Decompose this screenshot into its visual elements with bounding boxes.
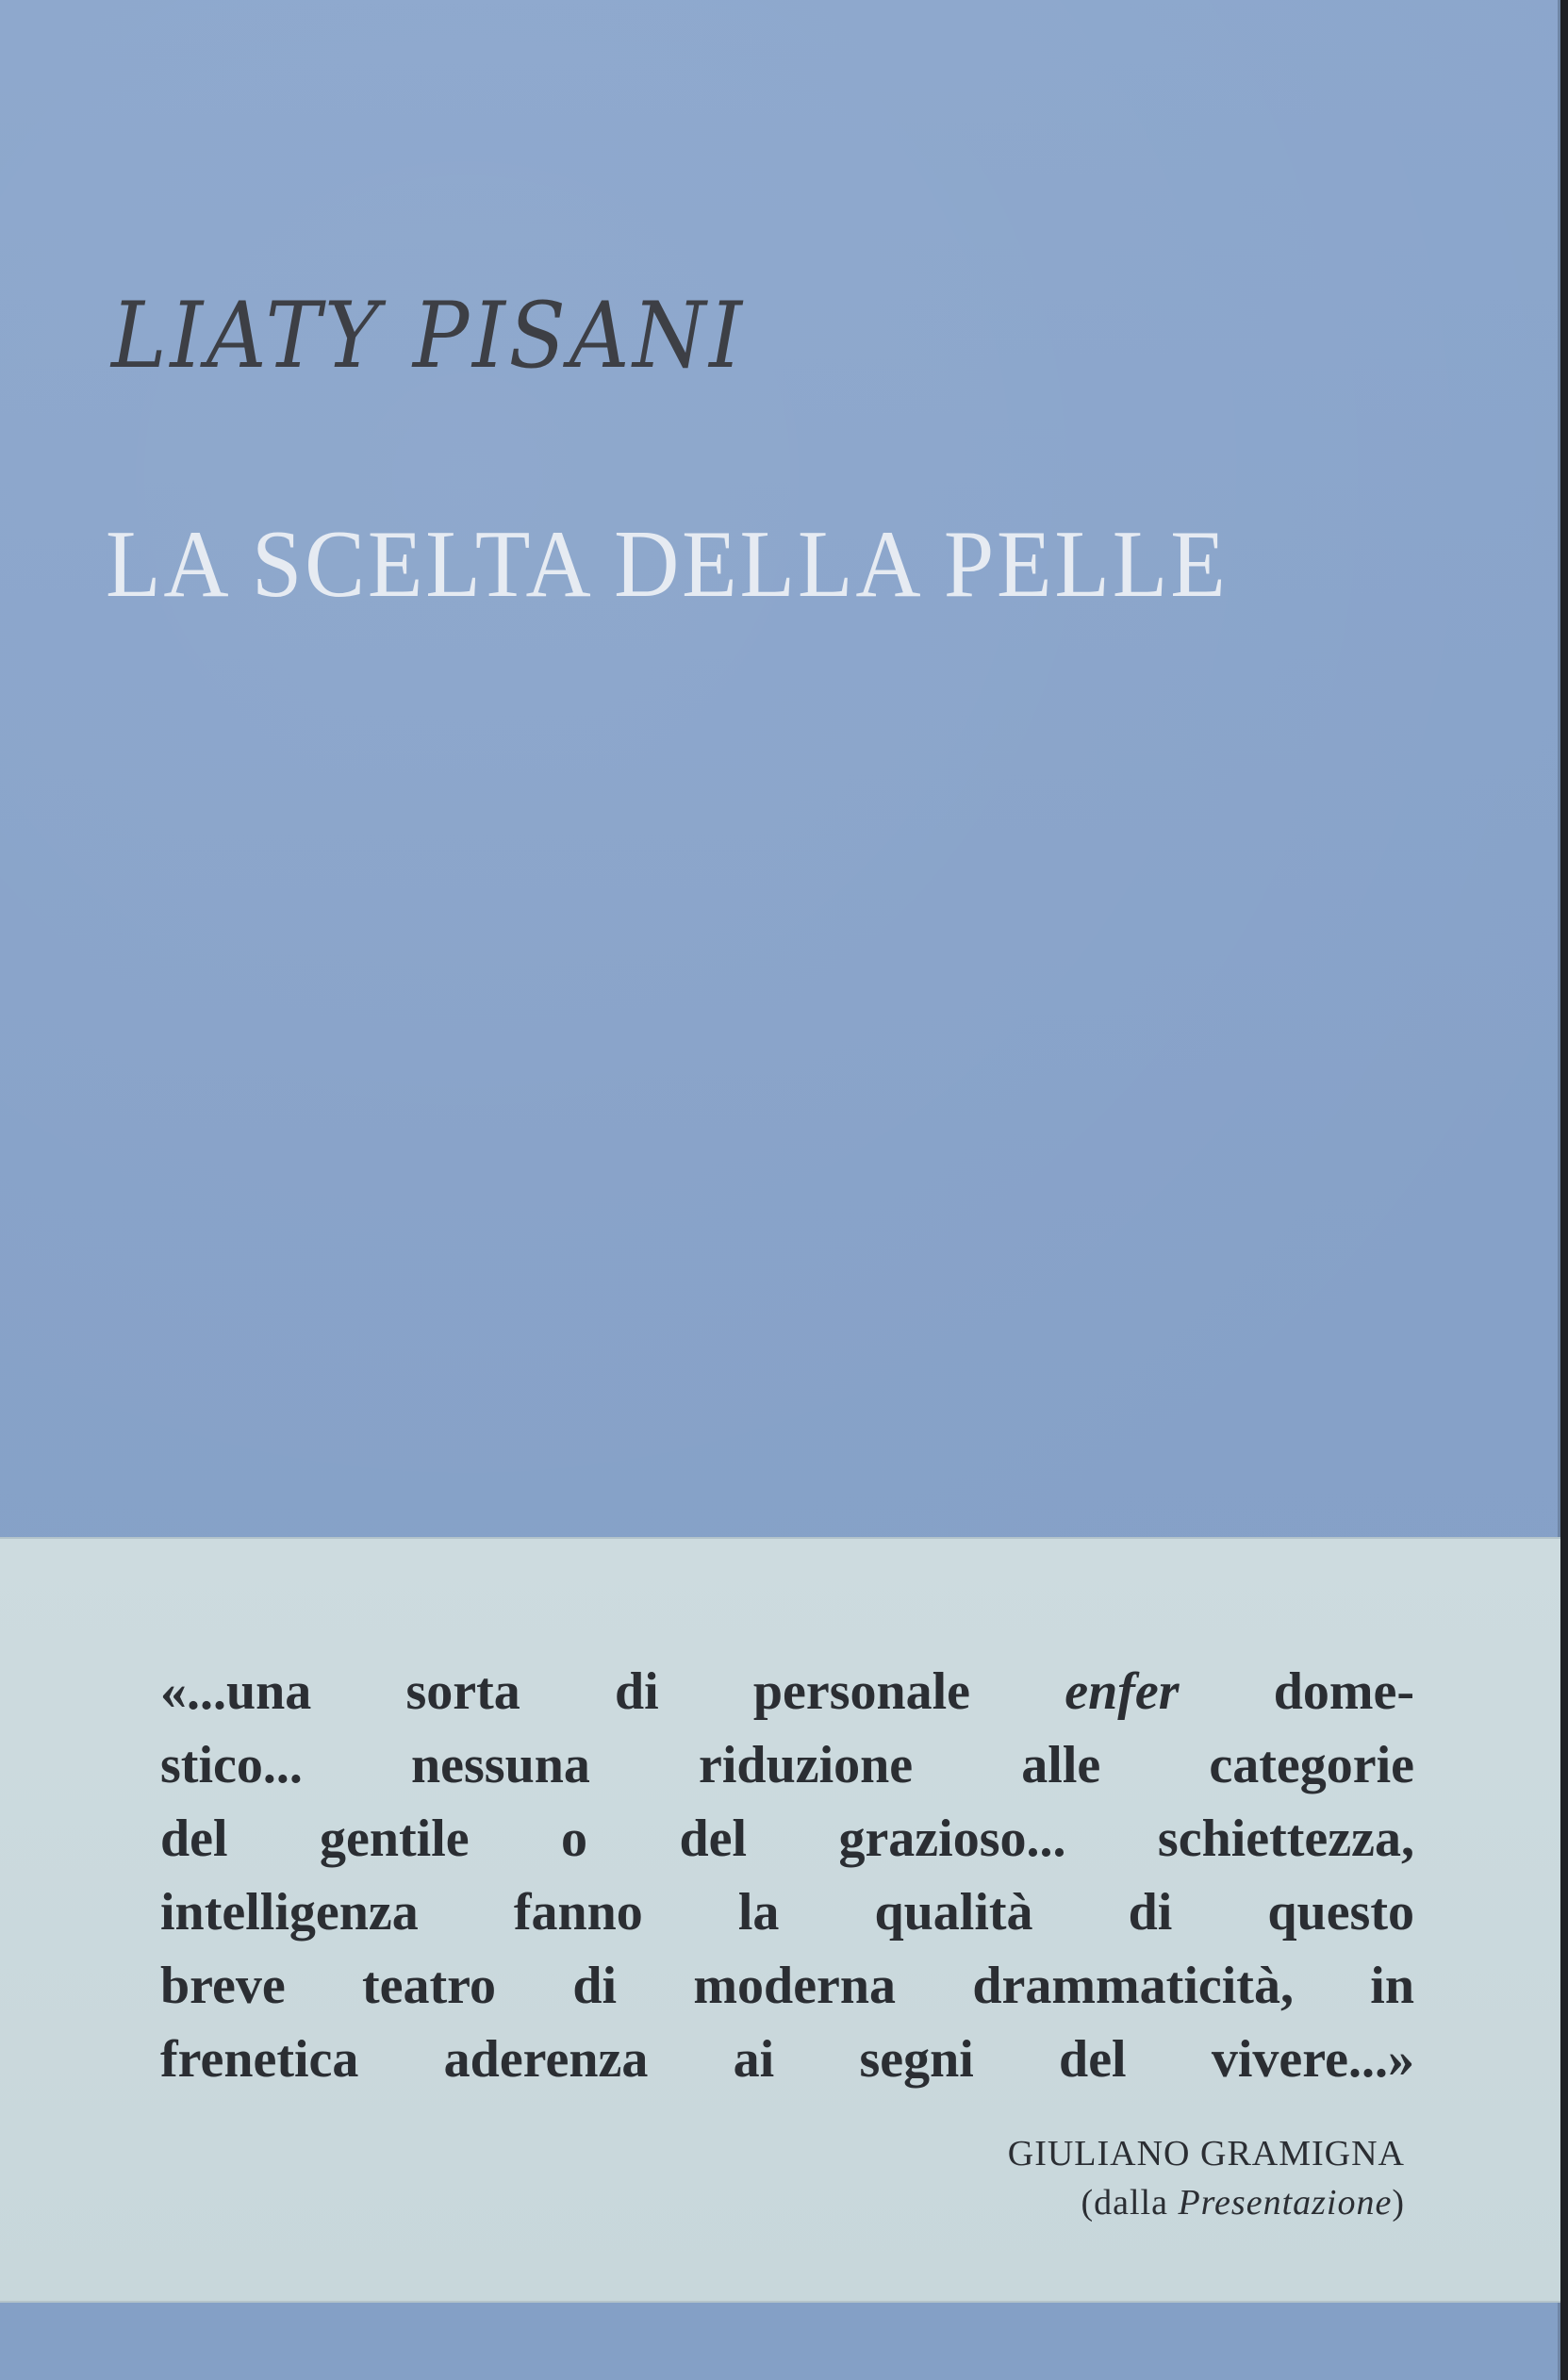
attribution-name: GIULIANO GRAMIGNA bbox=[1007, 2134, 1405, 2173]
quote-emphasis: enfer bbox=[1065, 1662, 1180, 1721]
blurb-attribution bbox=[1008, 2129, 1405, 2227]
quote-line: «...una sorta di personale enfer dome- bbox=[160, 1662, 1415, 1721]
blurb-quote bbox=[160, 1655, 1414, 2096]
quote-line: del gentile o del grazioso... schiettezza, bbox=[160, 1810, 1414, 1868]
attribution-source: (dalla Presentazione) bbox=[1081, 2183, 1405, 2223]
quote-line: frenetica aderenza ai segni del vivere...» bbox=[160, 2030, 1414, 2089]
page-edge bbox=[1560, 0, 1568, 2380]
book-title: LA SCELTA DELLA PELLE bbox=[106, 511, 1229, 618]
quote-line: stico... nessuna riduzione alle categorie bbox=[160, 1736, 1414, 1794]
author-name: LIATY PISANI bbox=[111, 283, 746, 388]
quote-line: intelligenza fanno la qualità di questo bbox=[160, 1883, 1414, 1942]
quote-line: breve teatro di moderna drammaticità, in bbox=[160, 1957, 1414, 2015]
